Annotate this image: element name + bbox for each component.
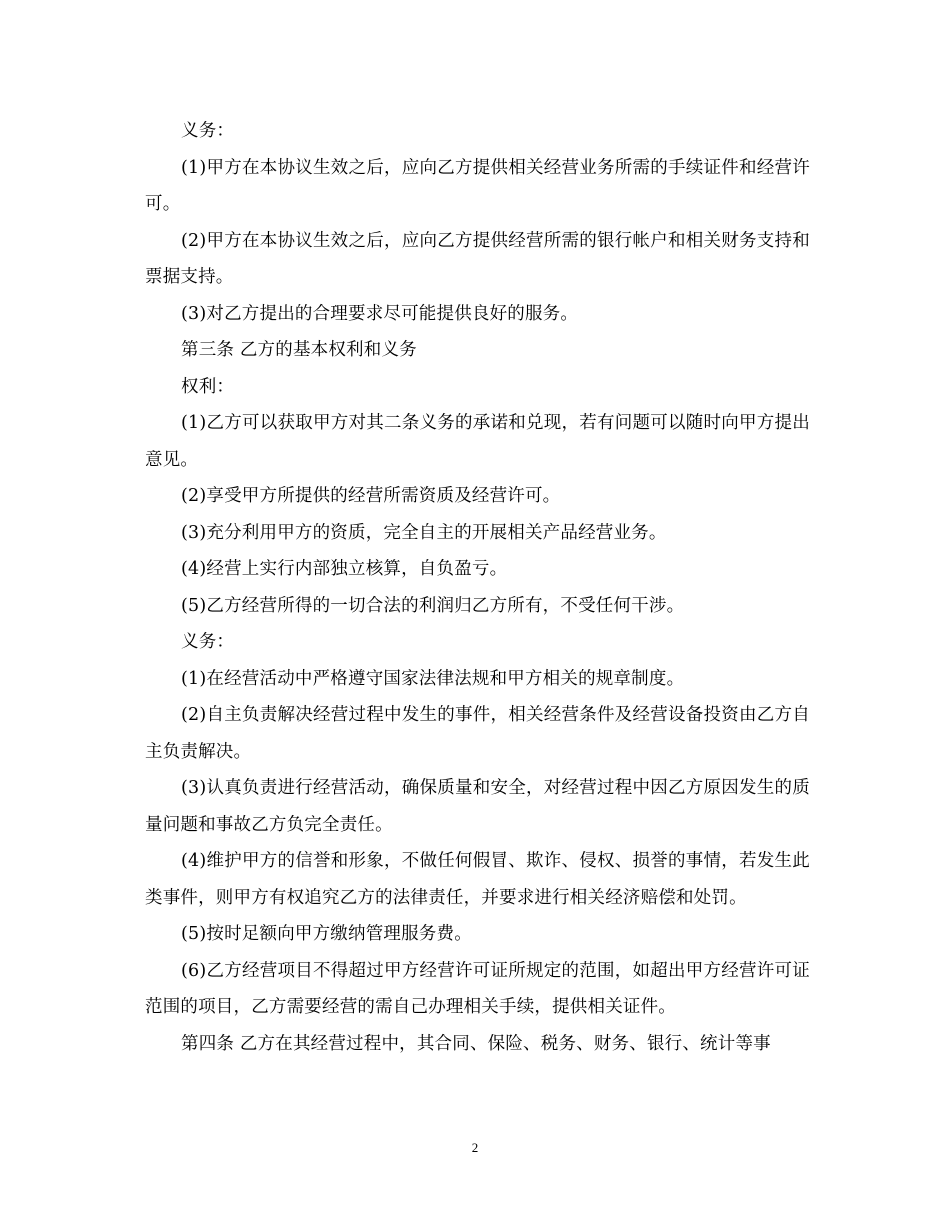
paragraph-party-a-obligation-3: (3)对乙方提出的合理要求尽可能提供良好的服务。 [181, 303, 579, 324]
paragraph-party-b-right-5: (5)乙方经营所得的一切合法的利润归乙方所有，不受任何干涉。 [181, 595, 685, 616]
paragraph-party-b-right-2: (2)享受甲方所提供的经营所需资质及经营许可。 [181, 486, 561, 506]
paragraph-rights-heading: 权利： [181, 376, 235, 397]
paragraph-party-b-obligation-1: (1)在经营活动中严格遵守国家法律法规和甲方相关的规章制度。 [181, 668, 685, 689]
section-heading-article-3: 第三条 乙方的基本权利和义务 [181, 340, 417, 360]
paragraph-party-b-obligation-5: (5)按时足额向甲方缴纳管理服务费。 [181, 924, 472, 944]
paragraph-party-b-right-4: (4)经营上实行内部独立核算，自负盈亏。 [181, 559, 508, 579]
paragraph-party-b-obligation-6: (6)乙方经营项目不得超过甲方经营许可证所规定的范围，如超出甲方经营许可证范围的项目，乙方需要经营的需自己办理相关手续，提供相关证件。 [145, 960, 810, 1017]
paragraph-party-b-obligation-4: (4)维护甲方的信誉和形象，不做任何假冒、欺诈、侵权、损誉的事情，若发生此类事件，则甲方有权追究乙方的法律责任，并要求进行相关经济赔偿和处罚。 [145, 851, 810, 908]
page-number: 2 [471, 1140, 479, 1155]
section-heading-article-4: 第四条 乙方在其经营过程中，其合同、保险、税务、财务、银行、统计等事 [181, 1033, 771, 1054]
paragraph-party-a-obligation-1: (1)甲方在本协议生效之后，应向乙方提供相关经营业务所需的手续证件和经营许可。 [145, 157, 810, 214]
paragraph-obligations-heading-2: 义务： [181, 632, 235, 652]
paragraph-party-a-obligation-2: (2)甲方在本协议生效之后，应向乙方提供经营所需的银行帐户和相关财务支持和票据支持。 [145, 230, 810, 287]
paragraph-party-b-right-1: (1)乙方可以获取甲方对其二条义务的承诺和兑现，若有问题可以随时向甲方提出意见。 [145, 413, 810, 470]
paragraph-party-b-obligation-3: (3)认真负责进行经营活动，确保质量和安全，对经营过程中因乙方原因发生的质量问题和事故乙方负完全责任。 [145, 778, 810, 835]
paragraph-party-b-obligation-2: (2)自主负责解决经营过程中发生的事件，相关经营条件及经营设备投资由乙方自主负责解决。 [145, 705, 810, 762]
document-body [145, 113, 810, 1062]
paragraph-party-b-right-3: (3)充分利用甲方的资质，完全自主的开展相关产品经营业务。 [181, 522, 667, 543]
paragraph-obligations-heading-1: 义务： [181, 121, 235, 141]
